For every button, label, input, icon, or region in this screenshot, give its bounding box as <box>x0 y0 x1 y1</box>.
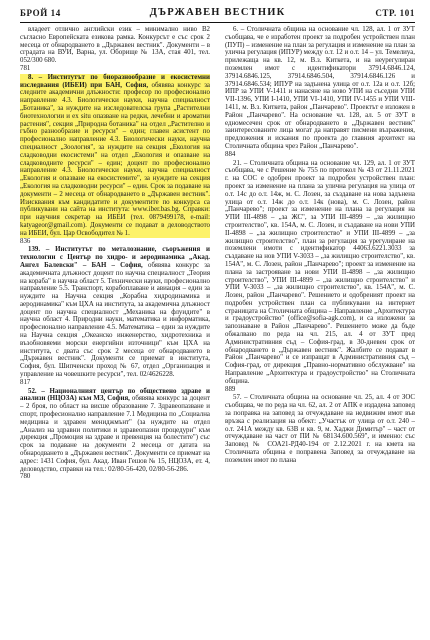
header-rule <box>20 22 415 23</box>
announcement-text: 21. – Столичната община на основание чл. 129, ал. 1 от ЗУТ съобщава, че с Решение № 755 по протокол № 43 от 21.11.2021 г. на СОС е одобрен проект за подробен устройствен план: проект за изменение на плана за улична регулация на улица от о.т. 14с до о.т. 14ж, м. С. Лозен, за създаване на нова задънена улица от о.т. 14ж до о.т. 14к (нова), м. С. Лозен, район „Панчарево"; проект за изменение на плана за регулация на УПИ III-4898 – „за ЖС", за УПИ III-4899 – „за жилищно строителство", кв. 154А, м. С. Лозен, и създаване на нови УПИ II-4898 – „за жилищно строителство" и УПИ III-4899 – „за жилищно строителство", план за регулация за урегулиране на поземлени имоти с идентификатор 44063.6221.3033 за създаване на нов УПИ V-3033 – „за жилищно строителство", кв. 154А", м. С. Лозен, район „Панчарево"; проект за изменение на плана за застрояване за нови УПИ II-4898 – „за жилищно строителство", УПИ III-4899 – „за жилищно строителство" и УПИ V-3033 – „за жилищно строителство", кв. 154А", м. С. Лозен, район „Панчарево". Решението и одобреният проект на подробен устройствен план са публикувани на интернет страницата на Столичната община – Направление „Архитектура и градоустройство" (office@sofia-agk.com), и са изложени за запознаване в Район „Панчарево". Решението може да бъде обжалвано по реда на чл. 215, ал. 4 от ЗУТ пред Административния съд – София-град, в 30-дневен срок от обнародването в „Държавен вестник". Жалбите се подават в Район „Панчарево" и се изпращат в Административния съд – София-град, от дирекция „Правно-нормативно обслужване" на Направление „Архитектура и градоустройство" на Столичната община. <box>225 159 415 385</box>
announcement-number: 781 <box>20 64 31 72</box>
announcement-number: 889 <box>225 385 236 393</box>
announcement-number: 836 <box>20 237 31 245</box>
highlighted-announcement <box>20 74 210 238</box>
gazette-title: ДЪРЖАВЕН ВЕСТНИК <box>149 7 286 18</box>
announcement-body: обявява конкурс за академичната длъжност доцент по научна специалност „Теория на кораба" в научна област 5. Технически науки, професионално направление 5.5. Транспорт, корабоплаване и авиация – един за нуждите на Научна секция „Корабна хидродинамика и аеродинамика" към ЦХА на института, за академична длъжност доцент по научна специалност „Механика на флуидите" в научна област 4. Природни науки, математика и информатика, професионално направление 4.5. Математика – един за нуждите на Научна секция „Океанско инженерство, хидротехника и възобновяеми морски енергийни източници" към ЦХА на института, с двата със срок 2 месеца от обнародването в „Държавен вестник". Документи се приемат в института, София, бул. Шипченски проход № 67, отдел „Организация и управление на човешките ресурси", тел. 02/4626228. <box>20 261 210 379</box>
issue-number: БРОЙ 14 <box>20 8 61 18</box>
announcement-body: обявява конкурс за следните академични длъжности: професор по професионално направление 4.3. Биологически науки, научна специалност „Ботаника", за нуждите на изследователска група „Растителни биотехнологии и ex situ опазване на редки, лечебни и ароматни растения", секция „Природна ботаника" на отдел „Растително и гъбно разнообразие и ресурси" – един; главен асистент по професионално направление 4.3. Биологически науки, научна специалност „Зоология", за нуждите на секция „Екология на сладководни екосистеми" на отдел „Екология и опазване на сладководните ресурси" – един; доцент по професионално направление 4.3. Биологически науки, научна специалност „Екология и опазване на екосистемите", за нуждите на секция „Екология на сладководни ресурси" – един. Срок за подаване на документи – 2 месеца от обнародването в „Държавен вестник". Изисквания към кандидатите и документите по конкурса са публикувани на сайта на института: www.iber.bas.bg. Справки: при научния секретар на ИБЕИ (тел. 0879499178, e-mail: katyageor@gmail.com). Документи се подават в деловодството на ИБЕИ, бул. Цар Освободител № 1. <box>20 81 210 237</box>
announcement-heading: 139. – Институтът по металознание, съоръжения и технологии с Център по хидро- и аеродинамика „Акад. Ангел Балевски" – БАН – София, <box>20 246 210 269</box>
announcement-number: 884 <box>225 150 236 158</box>
right-column <box>225 26 415 632</box>
announcement-body: обявява конкурс за доцент – 2 броя, по област на висше образование 7. Здравеопазване и спорт, професионално направление 7.1 Медицина по „Социална медицина и здравен мениджмънт" (за нуждите на отдел „Анализ на здравни политики и здравеопазни процедури" към дирекция „Промоция на здраве и превенция на болестите") със срок за подаване на документи 2 месеца от датата на обнародването в „Държавен вестник". Документи се приемат на адрес: 1431 София, бул. Акад. Иван Гешов № 15, НЦОЗА, ет. 4, деловодство, справки на тел.: 02/80-56-420, 02/80-56-286. <box>20 395 210 473</box>
announcement-number: 817 <box>20 378 31 386</box>
announcement-heading: 52. – Националният център по обществено здраве и анализи (НЦОЗА) към МЗ, София, <box>20 387 210 403</box>
announcement-number: 780 <box>20 473 31 481</box>
announcement-text: 6. – Столичната община на основание чл. 128, ал. 1 от ЗУТ съобщава, че е изработен проект за подробен устройствен план (ПУП) – изменение на план за регулация и изменение на план за улична регулация (ИПУР) между о.т. 12 и о.т. 14 – ул. Темелиуа, прилежаща на кв. 12, м. В.з. Киткета, и на неурегулиран поземлен имот с идентификатори 37914.6846.124, 37914.6846.125, 37914.6846.504, 37914.6846.126 и 37914.6846.534; ИПУР на задънена улица от о.т. 12а и о.т. 12б; ИПР за УПИ V-1411 и нанасяне на ново УПИ на съседни УПИ VII-1396, УПИ I-1410, УПИ VI-1410, УПИ IV-1455 и УПИ VIII-1411, м. В.з. Киткета, район „Панчарево". Проектът е изложен в Район „Панчарево". На основание чл. 128, ал. 5 от ЗУТ в едномесечен срок от обнародването в „Държавен вестник" заинтересованите лица могат да направят писмени възражения, предложения и искания по проекта до главния архитект на Столичната община чрез Район „Панчарево". <box>225 26 415 150</box>
announcement-heading: 8. – Институтът по биоразнообразие и екосистемни изследвания (ИБЕИ) при БАН, София, <box>20 73 210 89</box>
page-number: СТР. 101 <box>375 8 415 18</box>
left-column <box>20 26 210 632</box>
announcement-text: владеет отлично английски език – минимално ниво В2 съгласно Европейската езикова рамка. Конкурсът е със срок 2 месеца от обнародването в „Държавен вестник". Документи – в сградата на ВУИ, Варна, ул. Оборище № 13А, стая 401, тел. 052/300 680. <box>20 26 210 65</box>
announcement-text: 57. – Столичната община на основание чл. 25, ал. 4 от ЗОС съобщава, че по реда на чл. 62, ал. 2 от АПК е издадена заповед за поправка на заповед за отчуждаване на недвижим имот във връзка с реализация на обект: „Участък от улица от о.т. 240 – о.т. 241А между кв. 63В и кв. 9, м. Хаджи Димитър" – част от отчуждаване на част от ПИ № 68134.600.569", и именно: със Заповед № СОА21-РД40-194 от 2.12.2021 г. на кмета на Столичната община е поправена Заповед за отчуждаване на поземлен имот по плана <box>225 394 415 464</box>
